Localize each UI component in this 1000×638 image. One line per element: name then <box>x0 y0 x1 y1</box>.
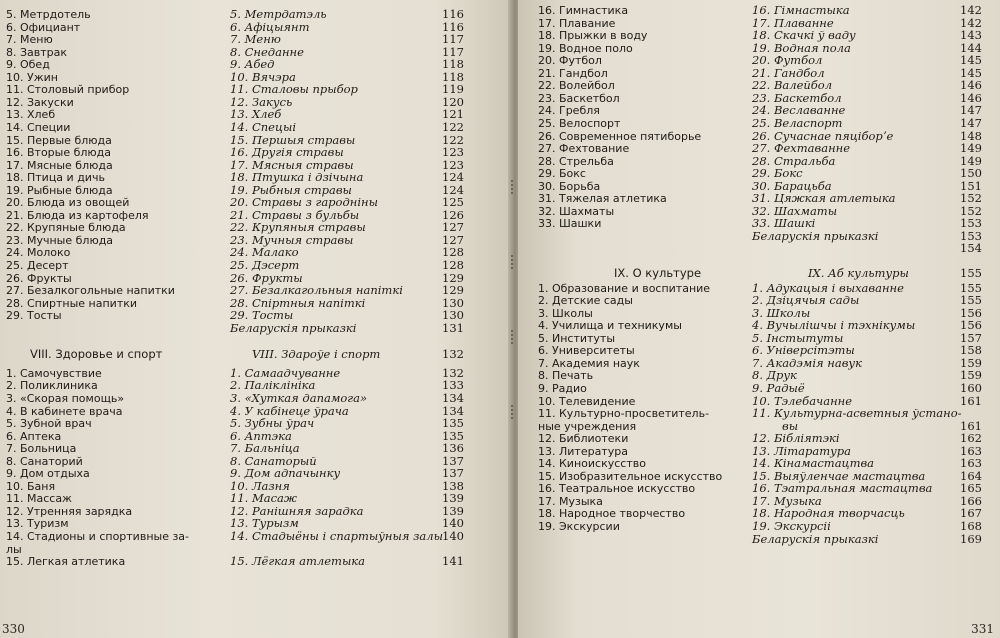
toc-entry-ru: 24. Молоко <box>6 246 71 260</box>
toc-entry-by: 28. Спіртныя напіткі <box>230 295 366 310</box>
toc-page-number: 156 <box>960 318 982 333</box>
toc-entry-by: 6. Універсітэты <box>752 343 855 358</box>
toc-page-number: 134 <box>442 390 464 405</box>
toc-page-number: 142 <box>960 15 982 30</box>
toc-entry-by: 8. Санаторый <box>230 453 317 468</box>
toc-page-number: 146 <box>960 78 982 93</box>
toc-entry-ru: 10. Баня <box>6 479 56 493</box>
toc-entry-ru: 29. Тосты <box>6 309 62 323</box>
toc-page-number: 117 <box>442 44 464 59</box>
toc-page-number: 147 <box>960 115 982 130</box>
toc-page-number: 131 <box>442 320 464 335</box>
toc-entry-ru: 27. Фехтование <box>538 142 630 156</box>
toc-page-number: 153 <box>960 228 982 243</box>
toc-page-number: 128 <box>442 245 464 260</box>
toc-entry-ru: 5. Метрдотель <box>6 8 91 21</box>
toc-entry-by: 25. Веласпорт <box>752 115 843 130</box>
toc-entry-by: 19. Экскурсіі <box>752 519 831 533</box>
toc-entry-ru: 20. Футбол <box>538 54 602 68</box>
toc-page-number: 129 <box>442 270 464 285</box>
toc-entry-ru: 10. Телевидение <box>538 394 636 408</box>
toc-entry-ru: 8. Печать <box>538 369 594 383</box>
toc-page-number: 155 <box>960 293 982 308</box>
toc-entry-by: 23. Баскетбол <box>752 90 842 105</box>
toc-entry-by: 15. Лёгкая атлетыка <box>230 554 366 569</box>
toc-entry-ru: 9. Дом отдыха <box>6 467 90 481</box>
toc-page-number: 125 <box>442 195 464 210</box>
toc-page-number: 135 <box>442 416 464 431</box>
toc-entry-by: 15. Першыя стравы <box>230 132 356 147</box>
toc-page-number: 160 <box>960 380 982 395</box>
toc-page-number: 137 <box>442 466 464 481</box>
toc-page-number: 158 <box>960 343 982 358</box>
toc-entry-by: 27. Безалкагольныя напіткі <box>230 283 403 298</box>
toc-entry-by: 15. Выяўленчае мастацтва <box>752 468 926 483</box>
toc-entry-ru: 18. Птица и дичь <box>6 171 105 185</box>
toc-entry-ru: 4. В кабинете врача <box>6 404 123 418</box>
toc-entry-by: 19. Рыбныя стравы <box>230 182 352 197</box>
toc-page-number: 169 <box>960 531 982 546</box>
toc-entry-by: Беларускія прыказкі <box>752 228 879 243</box>
toc-entry-ru: 17. Музыка <box>538 494 603 508</box>
toc-page-number: 161 <box>960 393 982 408</box>
toc-page-number: 141 <box>442 554 464 569</box>
toc-entry-by: 5. Інстытуты <box>752 330 844 345</box>
toc-entry-ru: 25. Велоспорт <box>538 116 621 130</box>
toc-page-number: 118 <box>442 69 464 84</box>
toc-entry-by: 14. Кінамастацтва <box>752 456 875 471</box>
toc-entry-by: 3. Школы <box>752 305 811 320</box>
toc-entry-by: 16. Тэатральная мастацтва <box>752 481 933 496</box>
toc-entry-by: 17. Плаванне <box>752 15 834 30</box>
toc-page-number: 147 <box>960 103 982 118</box>
toc-entry-by: 29. Бокс <box>752 166 803 181</box>
toc-page-number: 130 <box>442 295 464 310</box>
toc-entry-by: 24. Веславанне <box>752 103 846 118</box>
right-page <box>518 0 1000 638</box>
toc-page-number: 155 <box>960 280 982 295</box>
toc-page-number: 136 <box>442 441 464 456</box>
toc-entry-by: 17. Музыка <box>752 493 822 508</box>
section-heading-ru: VIII. Здоровье и спорт <box>30 347 163 362</box>
binding-stitch <box>511 180 519 194</box>
toc-entry-ru: 28. Стрельба <box>538 154 614 168</box>
toc-entry-by: 9. Радыё <box>752 380 805 395</box>
toc-entry-by: 22. Валейбол <box>752 78 833 93</box>
toc-entry-by: 5. Зубны ўрач <box>230 416 315 431</box>
binding-stitch <box>511 255 519 269</box>
folio-page-number: 330 <box>2 622 25 636</box>
toc-entry-by: 7. Бальніца <box>230 441 300 456</box>
toc-entry-ru: 11. Столовый прибор <box>6 83 130 97</box>
toc-entry-by: 27. Фехтаванне <box>752 141 851 156</box>
toc-entry-ru: 15. Изобразительное искусство <box>538 469 723 483</box>
toc-page-number: 122 <box>442 119 464 134</box>
toc-page-number: 137 <box>442 453 464 468</box>
toc-entry-ru: 25. Десерт <box>6 259 69 272</box>
toc-entry-ru: 22. Волейбол <box>538 79 615 93</box>
toc-entry-ru: 4. Училища и техникумы <box>538 319 682 333</box>
section-heading-by: VIII. Здароўе і спорт <box>252 347 381 362</box>
toc-entry-ru: 1. Самочувствие <box>6 366 102 380</box>
toc-page-number: 167 <box>960 506 982 521</box>
toc-entry-by: 8. Снеданне <box>230 44 304 59</box>
toc-entry-by: 7. Меню <box>230 32 281 47</box>
toc-page-number: 127 <box>442 220 464 235</box>
toc-entry-by: 30. Барацьба <box>752 178 832 193</box>
toc-entry-by: 28. Стральба <box>752 153 836 168</box>
toc-entry-ru: 12. Утренняя зарядка <box>6 504 133 518</box>
toc-entry-by: 2. Паліклініка <box>230 378 316 393</box>
toc-entry-by: 24. Малако <box>230 245 299 260</box>
toc-entry-ru: 7. Меню <box>6 33 53 47</box>
toc-entry-ru: 6. Аптека <box>6 429 62 443</box>
toc-entry-ru: 19. Экскурсии <box>538 520 620 533</box>
toc-entry-ru: 11. Культурно-просветитель- <box>538 407 710 421</box>
toc-entry-by: 6. Афіцыянт <box>230 19 310 34</box>
toc-entry-ru: 17. Плавание <box>538 16 616 30</box>
toc-entry-by: 23. Мучныя стравы <box>230 232 354 247</box>
binding-stitch <box>511 405 519 419</box>
toc-entry-by: 1. Самаадчуванне <box>230 365 341 380</box>
toc-entry-by: 10. Тэлебачанне <box>752 393 853 408</box>
toc-entry-ru: 6. Официант <box>6 20 81 34</box>
toc-entry-ru: 15. Легкая атлетика <box>6 555 126 569</box>
toc-page-number: 121 <box>442 107 464 122</box>
toc-entry-by: 19. Водная пола <box>752 40 851 55</box>
toc-entry-ru: 5. Зубной врач <box>6 417 92 431</box>
toc-page-number: 128 <box>442 258 464 272</box>
toc-page-number: 168 <box>960 519 982 533</box>
toc-entry-by: 9. Абед <box>230 57 275 72</box>
toc-page-number: 157 <box>960 330 982 345</box>
toc-entry-ru: лы <box>6 542 22 556</box>
toc-page-number: 140 <box>442 529 464 543</box>
toc-entry-ru: 16. Театральное искусство <box>538 482 696 496</box>
toc-page-number: 126 <box>442 207 464 222</box>
toc-page-number: 123 <box>442 145 464 160</box>
toc-entry-by: 7. Акадэмія навук <box>752 355 862 370</box>
section-page-number: 155 <box>960 266 982 280</box>
toc-entry-by: 22. Крупяныя стравы <box>230 220 366 235</box>
toc-page-number: 129 <box>442 283 464 298</box>
toc-entry-ru: 21. Блюда из картофеля <box>6 208 149 222</box>
toc-entry-by: 17. Мясныя стравы <box>230 157 354 172</box>
toc-entry-by: 32. Шахматы <box>752 203 838 218</box>
toc-page-number: 162 <box>960 431 982 446</box>
toc-page-number: 146 <box>960 90 982 105</box>
toc-entry-by: 20. Футбол <box>752 53 823 68</box>
toc-page-number: 161 <box>960 418 982 433</box>
toc-entry-ru: 11. Массаж <box>6 492 72 506</box>
toc-entry-by: 18. Народная творчасць <box>752 506 905 521</box>
toc-page-number: 135 <box>442 428 464 443</box>
toc-entry-ru: 20. Блюда из овощей <box>6 196 130 210</box>
toc-entry-ru: 28. Спиртные напитки <box>6 296 138 310</box>
toc-entry-ru: 3. Школы <box>538 306 593 320</box>
toc-entry-ru: 2. Поликлиника <box>6 379 98 393</box>
toc-entry-ru: 17. Мясные блюда <box>6 158 113 172</box>
toc-entry-ru: 2. Детские сады <box>538 294 633 308</box>
toc-page-number: 120 <box>442 94 464 109</box>
toc-page-number: 149 <box>960 141 982 156</box>
toc-page-number: 163 <box>960 456 982 471</box>
toc-entry-ru: 32. Шахматы <box>538 204 615 218</box>
toc-entry-by: 11. Масаж <box>230 491 297 506</box>
toc-entry-by: 3. «Хуткая дапамога» <box>230 390 367 405</box>
toc-entry-by: 20. Стравы з гародніны <box>230 195 378 210</box>
toc-page-number: 119 <box>442 82 464 97</box>
toc-page-number: 134 <box>442 403 464 418</box>
toc-page-number: 116 <box>442 19 464 34</box>
toc-entry-by: 5. Метрдатэль <box>230 7 327 21</box>
toc-page-number: 130 <box>442 308 464 323</box>
toc-entry-ru: 5. Институты <box>538 331 616 345</box>
toc-entry-by: 11. Сталовы прыбор <box>230 82 358 97</box>
toc-entry-ru: 10. Ужин <box>6 70 58 84</box>
toc-entry-ru: 15. Первые блюда <box>6 133 112 147</box>
toc-page-number: 164 <box>960 468 982 483</box>
toc-entry-ru: 12. Закуски <box>6 95 74 109</box>
toc-page-number: 148 <box>960 128 982 143</box>
toc-entry-ru: 26. Фрукты <box>6 271 72 285</box>
toc-entry-by: 4. Вучылішчы і тэхнікумы <box>752 318 916 333</box>
toc-page-number: 159 <box>960 355 982 370</box>
toc-entry-ru: 19. Водное поло <box>538 41 633 55</box>
toc-entry-by: 18. Скачкі ў ваду <box>752 28 856 43</box>
toc-page-number: 117 <box>442 32 464 47</box>
toc-entry-by: 18. Птушка і дзічына <box>230 170 364 185</box>
toc-entry-ru: 13. Литература <box>538 444 628 458</box>
toc-entry-by: 1. Адукацыя і выхаванне <box>752 280 904 295</box>
toc-page-number: 116 <box>442 7 464 21</box>
toc-page-number: 150 <box>960 166 982 181</box>
toc-entry-by: 14. Стадыёны і спартыўныя залы <box>230 529 443 543</box>
toc-entry-ru: 9. Обед <box>6 58 50 72</box>
toc-page-number: 132 <box>442 365 464 380</box>
toc-entry-by: 21. Стравы з бульбы <box>230 207 360 222</box>
toc-entry-ru: 14. Стадионы и спортивные за- <box>6 530 190 543</box>
toc-entry-ru: 16. Вторые блюда <box>6 146 112 160</box>
toc-page-number: 163 <box>960 443 982 458</box>
toc-entry-ru: 7. Академия наук <box>538 356 640 370</box>
toc-entry-by: Беларускія прыказкі <box>752 531 879 546</box>
toc-entry-ru: 27. Безалкогольные напитки <box>6 284 175 298</box>
toc-page-number: 145 <box>960 53 982 68</box>
toc-entry-by: 11. Культурна-асветныя ўстано- <box>752 406 962 421</box>
toc-entry-ru: 8. Завтрак <box>6 45 68 59</box>
toc-page-number: 127 <box>442 232 464 247</box>
toc-entry-by: 13. Хлеб <box>230 107 282 122</box>
toc-entry-ru: 9. Радио <box>538 381 587 395</box>
toc-entry-ru: 14. Киноискусство <box>538 457 646 471</box>
toc-entry-by: 4. У кабінеце ўрача <box>230 403 349 418</box>
toc-entry-by: 10. Вячэра <box>230 69 296 84</box>
toc-page-number: 144 <box>960 40 982 55</box>
toc-page-number: 166 <box>960 493 982 508</box>
toc-entry-ru: 6. Университеты <box>538 344 635 358</box>
toc-entry-by: 26. Фрукты <box>230 270 303 285</box>
toc-entry-by: 26. Сучаснае пяціборʼе <box>752 128 894 143</box>
toc-entry-ru: 13. Хлеб <box>6 108 56 122</box>
toc-page-number: 154 <box>960 241 982 256</box>
toc-page-number: 156 <box>960 305 982 320</box>
toc-page-number: 143 <box>960 28 982 43</box>
toc-entry-ru: 1. Образование и воспитание <box>538 281 711 295</box>
toc-entry-by: 8. Друк <box>752 368 797 383</box>
toc-page-number: 151 <box>960 178 982 193</box>
toc-entry-by: 33. Шашкі <box>752 216 816 231</box>
toc-entry-ru: 19. Рыбные блюда <box>6 183 113 197</box>
toc-page-number: 124 <box>442 170 464 185</box>
toc-entry-by: 29. Тосты <box>230 308 294 323</box>
toc-entry-by: 2. Дзіцячыя сады <box>752 293 860 308</box>
toc-entry-by: 12. Бібліятэкі <box>752 431 840 446</box>
toc-entry-ru: 23. Мучные блюда <box>6 233 114 247</box>
section-heading-by: IX. Аб культуры <box>808 266 909 280</box>
toc-entry-by: 13. Літаратура <box>752 443 851 458</box>
toc-page-number: 140 <box>442 516 464 531</box>
toc-page-number: 133 <box>442 378 464 393</box>
toc-page-number: 153 <box>960 216 982 231</box>
toc-page-number: 139 <box>442 491 464 506</box>
toc-entry-by: 9. Дом адпачынку <box>230 466 341 481</box>
toc-entry-by: 16. Гімнастыка <box>752 3 850 17</box>
section-heading-ru: IX. О культуре <box>614 266 702 280</box>
toc-entry-by: 10. Лазня <box>230 478 290 493</box>
toc-entry-by: Беларускія прыказкі <box>230 320 357 335</box>
toc-entry-by: 14. Спецыі <box>230 119 297 134</box>
toc-entry-ru: 14. Специи <box>6 120 71 134</box>
toc-page-number: 152 <box>960 203 982 218</box>
toc-entry-by: 16. Другія стравы <box>230 145 344 160</box>
toc-entry-ru: 16. Гимнастика <box>538 4 629 17</box>
toc-page-number: 124 <box>442 182 464 197</box>
toc-entry-ru: ные учреждения <box>538 419 637 433</box>
toc-page-number: 138 <box>442 478 464 493</box>
section-page-number: 132 <box>442 347 464 362</box>
toc-entry-by: 13. Турызм <box>230 516 299 531</box>
toc-page-number: 165 <box>960 481 982 496</box>
toc-entry-ru: 30. Борьба <box>538 179 601 193</box>
toc-entry-by: 21. Гандбол <box>752 65 825 80</box>
folio-page-number: 331 <box>971 622 994 636</box>
toc-entry-ru: 22. Крупяные блюда <box>6 221 126 235</box>
toc-entry-by: 12. Закусь <box>230 94 293 109</box>
toc-page-number: 159 <box>960 368 982 383</box>
toc-entry-by: 25. Дэсерт <box>230 258 300 272</box>
toc-entry-by: 6. Аптэка <box>230 428 292 443</box>
toc-entry-ru: 33. Шашки <box>538 217 602 231</box>
toc-entry-ru: 31. Тяжелая атлетика <box>538 192 667 206</box>
toc-page-number: 142 <box>960 3 982 17</box>
toc-entry-by: 12. Ранішняя зарадка <box>230 503 364 518</box>
toc-entry-ru: 21. Гандбол <box>538 66 608 80</box>
toc-page-number: 152 <box>960 191 982 206</box>
toc-entry-ru: 29. Бокс <box>538 167 586 181</box>
toc-entry-by: 31. Цяжкая атлетыка <box>752 191 896 206</box>
toc-page-number: 118 <box>442 57 464 72</box>
toc-entry-ru: 26. Современное пятиборье <box>538 129 702 143</box>
toc-entry-ru: 24. Гребля <box>538 104 600 118</box>
toc-entry-ru: 23. Баскетбол <box>538 91 620 105</box>
toc-page-number: 149 <box>960 153 982 168</box>
toc-page-number: 122 <box>442 132 464 147</box>
toc-page-number: 139 <box>442 503 464 518</box>
toc-page-number: 145 <box>960 65 982 80</box>
binding-stitch <box>511 330 519 344</box>
toc-entry-ru: 12. Библиотеки <box>538 432 629 446</box>
toc-entry-ru: 7. Больница <box>6 442 77 456</box>
toc-entry-by: вы <box>782 418 799 433</box>
toc-entry-ru: 8. Санаторий <box>6 454 83 468</box>
toc-entry-ru: 3. «Скорая помощь» <box>6 391 125 405</box>
toc-page-number: 123 <box>442 157 464 172</box>
toc-entry-ru: 18. Народное творчество <box>538 507 686 521</box>
toc-entry-ru: 18. Прыжки в воду <box>538 29 648 43</box>
toc-entry-ru: 13. Туризм <box>6 517 69 531</box>
